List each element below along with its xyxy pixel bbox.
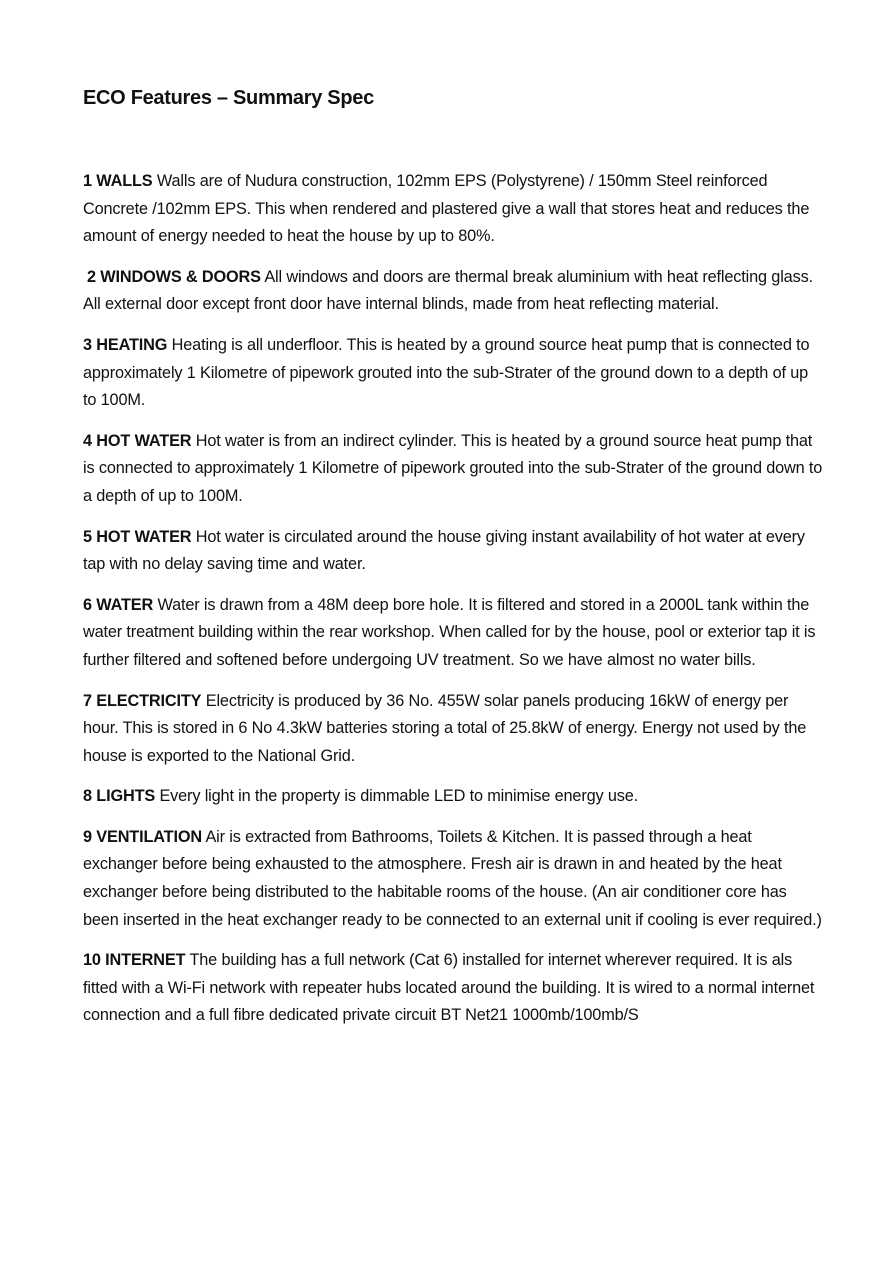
section-lights (83, 783, 823, 811)
document-page (83, 84, 823, 1043)
section-heading: 1 WALLS (83, 172, 153, 190)
page-title: ECO Features – Summary Spec (83, 87, 374, 109)
section-heading: 5 HOT WATER (83, 527, 192, 546)
section-heading: 6 WATER (83, 595, 154, 614)
section-windows-doors (83, 264, 823, 319)
section-heading: 4 HOT WATER (83, 431, 192, 450)
section-body: Every light in the property is dimmable LED to minimise energy use. (159, 787, 639, 806)
section-hot-water-circulation (83, 524, 823, 579)
section-body: Water is drawn from a 48M deep bore hole. It is filtered and stored in a 2000L tank within the water treatment building within the rear workshop. When called for by the house, pool or exterior tap it is further filtered and softened before undergoing UV treatment. So we have almost no water bills. (83, 595, 816, 669)
section-body: All windows and doors are thermal break aluminium with heat reflecting glass. All external door except front door have internal blinds, made from heat reflecting material. (83, 267, 813, 314)
section-heading: 10 INTERNET (83, 951, 186, 970)
section-walls (83, 168, 823, 251)
section-heading: 2 WINDOWS & DOORS (87, 267, 261, 286)
section-heading: 9 VENTILATION (83, 827, 202, 846)
section-body: The building has a full network (Cat 6) installed for internet wherever required. It is als fitted with a Wi-Fi network with repeater hubs located around the building. It is wired to a normal internet connection and a full fibre dedicated private circuit BT Net21 1000mb/100mb/S (83, 951, 815, 1025)
section-hot-water-cylinder (83, 428, 823, 511)
section-body: Hot water is circulated around the house giving instant availability of hot water at every tap with no delay saving time and water. (83, 527, 805, 574)
section-body: Hot water is from an indirect cylinder. This is heated by a ground source heat pump that is connected to approximately 1 Kilometre of pipework grouted into the sub-Strater of the ground down to a depth of up to 100M. (83, 431, 823, 505)
section-water (83, 592, 823, 675)
section-body: Air is extracted from Bathrooms, Toilets & Kitchen. It is passed through a heat exchanger before being exhausted to the atmosphere. Fresh air is drawn in and heated by the heat exchanger before being distributed to the habitable rooms of the house. (An air conditioner core has been inserted in the heat exchanger ready to be connected to an external unit if cooling is ever required.) (83, 827, 822, 929)
section-heading: 8 LIGHTS (83, 787, 156, 806)
section-body: Electricity is produced by 36 No. 455W solar panels producing 16kW of energy per hour. This is stored in 6 No 4.3kW batteries storing a total of 25.8kW of energy. Energy not used by the house is exported to the National Grid. (83, 691, 807, 765)
section-body: Walls are of Nudura construction, 102mm EPS (Polystyrene) / 150mm Steel reinforced Concrete /102mm EPS. This when rendered and plastered give a wall that stores heat and reduces the amount of energy needed to heat the house by up to 80%. (83, 172, 810, 246)
section-electricity (83, 688, 823, 771)
section-heading: 3 HEATING (83, 335, 168, 354)
section-ventilation (83, 824, 823, 934)
spec-sections (83, 168, 823, 1030)
section-body: Heating is all underfloor. This is heated by a ground source heat pump that is connected to approximately 1 Kilometre of pipework grouted into the sub-Strater of the ground down to a depth of up to 100M. (83, 335, 810, 410)
section-internet (83, 947, 823, 1030)
section-heading: 7 ELECTRICITY (83, 691, 202, 710)
section-heating (83, 332, 823, 415)
